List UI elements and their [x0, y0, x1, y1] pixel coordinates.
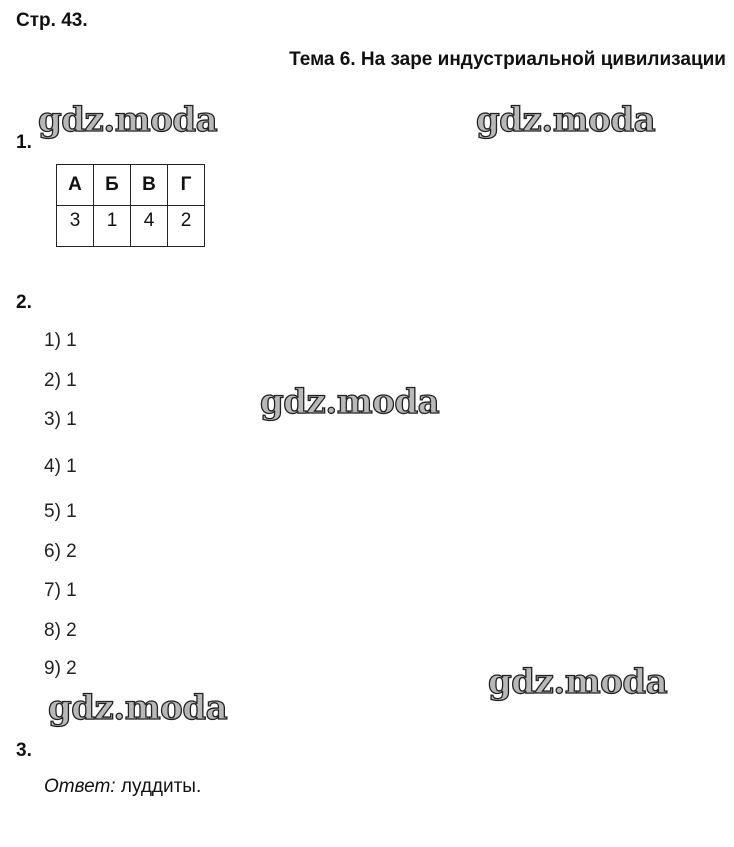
table-cell: 1	[94, 206, 131, 247]
page-number: Стр. 43.	[16, 10, 88, 31]
table-header-cell: Б	[94, 165, 131, 206]
answer-table	[56, 164, 205, 247]
table-cell: 3	[57, 206, 94, 247]
list-item: 6) 2	[44, 541, 77, 562]
watermark: gdz.moda	[48, 688, 228, 728]
table-header-row	[57, 165, 205, 206]
question-3-number: 3.	[16, 740, 32, 761]
list-item: 1) 1	[44, 330, 77, 351]
table-header-cell: А	[57, 165, 94, 206]
answer-line	[44, 776, 201, 798]
question-1-number: 1.	[16, 132, 32, 153]
list-item: 7) 1	[44, 580, 77, 601]
table-header-cell: В	[131, 165, 168, 206]
list-item: 4) 1	[44, 456, 77, 477]
topic-title: Тема 6. На заре индустриальной цивилизации	[289, 49, 726, 70]
watermark: gdz.moda	[488, 662, 668, 702]
answer-label: Ответ:	[44, 776, 116, 797]
table-row	[57, 206, 205, 247]
list-item: 8) 2	[44, 620, 77, 641]
list-item: 2) 1	[44, 370, 77, 391]
watermark: gdz.moda	[476, 100, 656, 140]
table-cell: 2	[168, 206, 205, 247]
table-header-cell: Г	[168, 165, 205, 206]
list-item: 5) 1	[44, 501, 77, 522]
answer-text: луддиты.	[115, 776, 202, 797]
list-item: 3) 1	[44, 409, 77, 430]
question-2-number: 2.	[16, 292, 32, 313]
watermark: gdz.moda	[260, 382, 440, 422]
table-cell: 4	[131, 206, 168, 247]
watermark: gdz.moda	[38, 100, 218, 140]
list-item: 9) 2	[44, 658, 77, 679]
